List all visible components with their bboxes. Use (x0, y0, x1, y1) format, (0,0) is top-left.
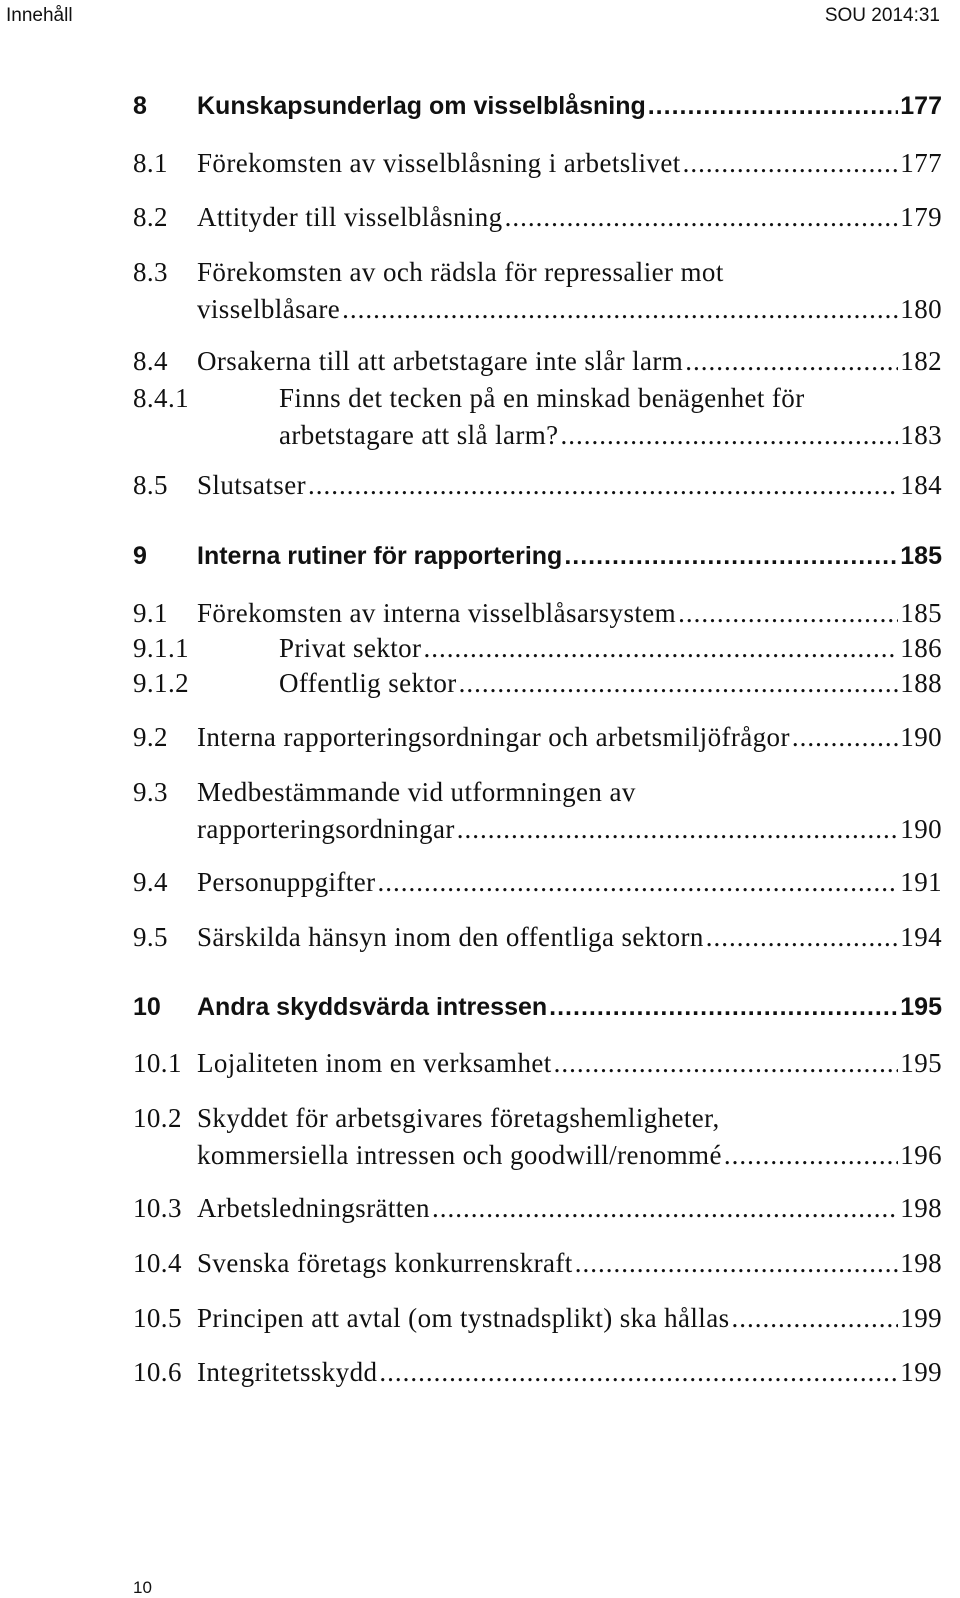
dot-leader (683, 148, 899, 180)
toc-entry[interactable] (0, 1103, 960, 1170)
toc-entry[interactable] (0, 383, 960, 450)
toc-entry-title: Personuppgifter (197, 867, 376, 897)
toc-entry-page: 190 (900, 722, 942, 752)
toc-entry-title: Slutsatser (197, 470, 306, 500)
toc-entry-number: 8.2 (133, 202, 168, 232)
toc-entry[interactable] (0, 470, 960, 510)
dot-leader (432, 1193, 898, 1225)
toc-entry[interactable] (0, 148, 960, 188)
toc-entry-title: Interna rutiner för rapportering (197, 542, 563, 570)
toc-entry-title-continuation: visselblåsare (197, 294, 341, 324)
toc-entry-number: 10.6 (133, 1357, 182, 1387)
toc-entry-page: 198 (900, 1248, 942, 1278)
toc-entry-title: Finns det tecken på en minskad benägenhet för (279, 383, 805, 413)
header-section-title: Innehåll (6, 5, 73, 26)
toc-entry-page: 195 (900, 1048, 942, 1078)
dot-leader (554, 1048, 899, 1080)
dot-leader (457, 814, 899, 846)
toc-entry-page: 199 (900, 1303, 942, 1333)
header-document-id: SOU 2014:31 (824, 5, 940, 26)
toc-entry-title-continuation: rapporteringsordningar (197, 814, 455, 844)
toc-entry-title: Skyddet för arbetsgivares företagshemligheter, (197, 1103, 720, 1133)
toc-entry[interactable] (0, 922, 960, 962)
toc-entry-number: 8 (133, 92, 147, 120)
toc-entry-number: 9.5 (133, 922, 168, 952)
toc-entry-page: 195 (900, 993, 942, 1021)
toc-entry-title: Förekomsten av interna visselblåsarsystem (197, 598, 677, 628)
dot-leader (459, 668, 899, 700)
toc-entry-number: 10.5 (133, 1303, 182, 1333)
toc-entry-title: Principen att avtal (om tystnadsplikt) ska hållas (197, 1303, 730, 1333)
dot-leader (549, 993, 898, 1023)
dot-leader (342, 294, 898, 326)
toc-entry-number: 8.1 (133, 148, 168, 178)
toc-entry-title: Svenska företags konkurrenskraft (197, 1248, 573, 1278)
toc-entry[interactable] (0, 633, 960, 673)
toc-entry[interactable] (0, 598, 960, 638)
toc-entry-page: 183 (900, 420, 942, 450)
toc-entry[interactable] (0, 777, 960, 844)
dot-leader (564, 542, 898, 572)
toc-entry-number: 9.1 (133, 598, 168, 628)
toc-entry-page: 198 (900, 1193, 942, 1223)
toc-entry[interactable] (0, 867, 960, 907)
toc-entry[interactable] (0, 1303, 960, 1343)
toc-entry-page: 190 (900, 814, 942, 844)
toc-entry-title: Särskilda hänsyn inom den offentliga sektorn (197, 922, 704, 952)
toc-entry[interactable] (0, 1357, 960, 1397)
page-number: 10 (133, 1578, 152, 1597)
toc-entry[interactable] (0, 542, 960, 582)
toc-entry[interactable] (0, 92, 960, 132)
dot-leader (792, 722, 898, 754)
dot-leader (724, 1140, 898, 1172)
toc-entry[interactable] (0, 257, 960, 324)
toc-entry-title: Medbestämmande vid utformningen av (197, 777, 636, 807)
toc-entry-number: 8.5 (133, 470, 168, 500)
toc-entry-title: Integritetsskydd (197, 1357, 378, 1387)
toc-entry-number: 9.1.1 (133, 633, 189, 663)
toc-entry[interactable] (0, 1248, 960, 1288)
toc-entry-title: Interna rapporteringsordningar och arbetsmiljöfrågor (197, 722, 790, 752)
toc-entry-title: Kunskapsunderlag om visselblåsning (197, 92, 646, 120)
toc-entry-page: 180 (900, 294, 942, 324)
toc-entry-page: 196 (900, 1140, 942, 1170)
toc-entry-number: 10.4 (133, 1248, 182, 1278)
toc-entry-page: 186 (900, 633, 942, 663)
toc-entry-page: 184 (900, 470, 942, 500)
dot-leader (678, 598, 898, 630)
toc-entry-page: 185 (900, 598, 942, 628)
toc-entry-number: 8.3 (133, 257, 168, 287)
dot-leader (706, 922, 899, 954)
toc-entry-page: 179 (900, 202, 942, 232)
toc-entry-title: Andra skyddsvärda intressen (197, 993, 548, 1021)
toc-entry-title: Förekomsten av visselblåsning i arbetslivet (197, 148, 681, 178)
dot-leader (423, 633, 898, 665)
toc-entry-number: 10.2 (133, 1103, 182, 1133)
toc-entry-page: 177 (900, 92, 942, 120)
dot-leader (308, 470, 898, 502)
toc-entry-title: Förekomsten av och rädsla för repressalier mot (197, 257, 724, 287)
toc-entry-page: 185 (900, 542, 942, 570)
toc-entry-number: 10.1 (133, 1048, 182, 1078)
toc-entry-page: 188 (900, 668, 942, 698)
toc-entry-number: 9.4 (133, 867, 168, 897)
toc-entry-number: 8.4 (133, 346, 168, 376)
toc-entry-page: 199 (900, 1357, 942, 1387)
dot-leader (561, 420, 899, 452)
toc-entry[interactable] (0, 202, 960, 242)
toc-entry-title: Arbetsledningsrätten (197, 1193, 430, 1223)
toc-entry[interactable] (0, 668, 960, 708)
toc-entry-title: Attityder till visselblåsning (197, 202, 503, 232)
dot-leader (732, 1303, 899, 1335)
toc-entry-page: 191 (900, 867, 942, 897)
toc-entry[interactable] (0, 1048, 960, 1088)
toc-entry-page: 194 (900, 922, 942, 952)
toc-entry-title: Offentlig sektor (279, 668, 457, 698)
dot-leader (685, 346, 898, 378)
toc-entry-title: Orsakerna till att arbetstagare inte slår larm (197, 346, 684, 376)
toc-entry-page: 177 (900, 148, 942, 178)
toc-entry-number: 9.2 (133, 722, 168, 752)
toc-entry-number: 9 (133, 542, 147, 570)
dot-leader (379, 1357, 898, 1389)
toc-entry[interactable] (0, 993, 960, 1033)
toc-entry[interactable] (0, 1193, 960, 1233)
dot-leader (377, 867, 898, 899)
dot-leader (505, 202, 899, 234)
dot-leader (575, 1248, 899, 1280)
toc-entry-title-continuation: kommersiella intressen och goodwill/renommé (197, 1140, 722, 1170)
toc-entry-number: 9.1.2 (133, 668, 189, 698)
toc-entry-title-continuation: arbetstagare att slå larm? (279, 420, 559, 450)
toc-entry-number: 9.3 (133, 777, 168, 807)
toc-entry-number: 10 (133, 993, 161, 1021)
toc-entry-title: Privat sektor (279, 633, 422, 663)
toc-entry-title: Lojaliteten inom en verksamhet (197, 1048, 552, 1078)
toc-entry-page: 182 (900, 346, 942, 376)
toc-entry[interactable] (0, 346, 960, 386)
toc-entry[interactable] (0, 722, 960, 762)
toc-entry-number: 8.4.1 (133, 383, 189, 413)
dot-leader (648, 92, 899, 122)
page-header (0, 0, 960, 40)
toc-entry-number: 10.3 (133, 1193, 182, 1223)
